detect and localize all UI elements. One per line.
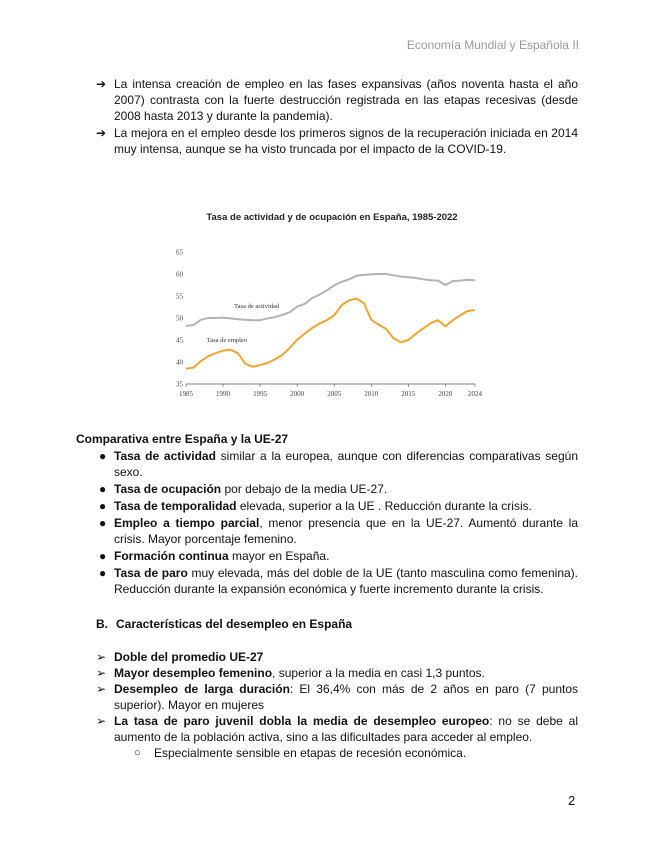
item-bold: Tasa de temporalidad bbox=[114, 499, 237, 513]
item-text: mayor en España. bbox=[228, 549, 330, 563]
item-text: , menor presencia que en la UE-27. Aumentó durante la crisis. Mayor porcentaje femenino. bbox=[114, 516, 578, 546]
item-text: elevada, superior a la UE . Reducción durante la crisis. bbox=[236, 499, 532, 513]
x-tick-label: 2024 bbox=[468, 390, 482, 398]
chart-axes bbox=[176, 249, 483, 399]
comparativa-title: Comparativa entre España y la UE-27 bbox=[76, 432, 289, 446]
y-tick-label: 50 bbox=[176, 314, 183, 323]
item-text: , superior a la media en casi 1,3 puntos. bbox=[272, 666, 485, 680]
item-bold: Tasa de actividad bbox=[114, 449, 216, 463]
section-b-list bbox=[96, 649, 578, 761]
bullet-dot-icon: ● bbox=[99, 449, 107, 463]
x-tick-label: 1990 bbox=[216, 390, 231, 398]
item-bold: Doble del promedio UE-27 bbox=[114, 650, 264, 664]
item-text: muy elevada, más del doble de la UE (tanto masculina como femenina). Reducción durante la expansión económica y fuerte incremento durante la crisis. bbox=[114, 566, 579, 596]
intro-point bbox=[96, 76, 578, 124]
y-tick-label: 55 bbox=[176, 292, 183, 301]
list-item bbox=[96, 498, 578, 514]
bullet-dot-icon: ● bbox=[99, 566, 107, 580]
bullet-dot-icon: ● bbox=[99, 482, 107, 496]
arrow-right-icon: ➔ bbox=[96, 126, 107, 140]
item-text: : El 36,4% con más de 2 años en paro (7 puntos superior). Mayor en mujeres bbox=[114, 682, 579, 712]
section-title: Características del desempleo en España bbox=[116, 617, 353, 631]
list-item bbox=[96, 481, 578, 497]
series-label-actividad: Tasa de actividad bbox=[234, 302, 280, 310]
chart-series bbox=[186, 274, 475, 369]
intro-point-text: La mejora en el empleo desde los primeros signos de la recuperación iniciada en 2014 muy intensa, aunque se ha visto truncada por el impacto de la COVID-19. bbox=[114, 126, 578, 156]
item-bold: La tasa de paro juvenil dobla la media de desempleo europeo bbox=[114, 714, 490, 728]
y-tick-label: 65 bbox=[176, 248, 183, 257]
item-bold: Tasa de paro bbox=[114, 566, 188, 580]
series-line-1 bbox=[186, 299, 475, 369]
item-bold: Formación continua bbox=[114, 549, 229, 563]
section-letter: B. bbox=[96, 617, 108, 631]
x-tick-label: 2010 bbox=[364, 390, 379, 398]
item-text: : no se debe al aumento de la población activa, sino a las dificultades para acceder al empleo. bbox=[114, 714, 578, 744]
intro-points bbox=[96, 76, 578, 158]
triangle-arrow-icon: ➢ bbox=[96, 714, 107, 728]
list-item bbox=[96, 565, 578, 597]
page-number: 2 bbox=[568, 793, 576, 808]
list-item bbox=[96, 548, 578, 564]
x-tick-label: 1985 bbox=[179, 390, 193, 398]
triangle-arrow-icon: ➢ bbox=[96, 650, 107, 664]
sub-list-item bbox=[96, 745, 578, 761]
list-item bbox=[96, 649, 578, 665]
item-bold: Mayor desempleo femenino bbox=[114, 666, 273, 680]
comparativa-list bbox=[96, 448, 578, 598]
x-tick-label: 2000 bbox=[290, 390, 305, 398]
chart-series-labels bbox=[207, 303, 280, 344]
list-item bbox=[96, 448, 578, 480]
list-item bbox=[96, 713, 578, 745]
item-text: similar a la europea, aunque con diferencias comparativas según sexo. bbox=[114, 449, 578, 479]
list-item bbox=[96, 665, 578, 681]
y-tick-label: 60 bbox=[176, 270, 183, 279]
bullet-dot-icon: ● bbox=[99, 549, 107, 563]
x-tick-label: 1995 bbox=[253, 390, 268, 398]
bullet-dot-icon: ● bbox=[99, 516, 107, 530]
intro-point bbox=[96, 125, 578, 157]
list-item bbox=[96, 515, 578, 547]
section-b-heading bbox=[96, 617, 352, 631]
item-text: por debajo de la media UE-27. bbox=[221, 482, 388, 496]
bullet-dot-icon: ● bbox=[99, 499, 107, 513]
arrow-right-icon: ➔ bbox=[96, 77, 107, 91]
activity-employment-chart bbox=[170, 208, 490, 403]
y-tick-label: 40 bbox=[176, 358, 183, 367]
y-tick-label: 35 bbox=[176, 380, 183, 389]
chart-title: Tasa de actividad y de ocupación en España, 1985-2022 bbox=[206, 212, 458, 223]
triangle-arrow-icon: ➢ bbox=[96, 682, 107, 696]
intro-point-text: La intensa creación de empleo en las fases expansivas (años noventa hasta el año 2007) contrasta con la fuerte destrucción registrada en las etapas recesivas (desde 2008 hasta 2013 y durante la pandemia). bbox=[114, 77, 578, 123]
item-bold: Tasa de ocupación bbox=[114, 482, 222, 496]
triangle-arrow-icon: ➢ bbox=[96, 666, 107, 680]
list-item bbox=[96, 681, 578, 713]
circle-bullet-icon: ○ bbox=[134, 747, 141, 759]
sub-item-text: Especialmente sensible en etapas de recesión económica. bbox=[154, 746, 467, 760]
item-bold: Empleo a tiempo parcial bbox=[114, 516, 260, 530]
x-tick-label: 2005 bbox=[327, 390, 342, 398]
y-tick-label: 45 bbox=[176, 336, 183, 345]
page-header: Economía Mundial y Española II bbox=[406, 38, 579, 52]
series-label-empleo: Tasa de empleo bbox=[206, 336, 248, 344]
x-tick-label: 2015 bbox=[401, 390, 416, 398]
item-bold: Desempleo de larga duración bbox=[114, 682, 290, 696]
x-tick-label: 2020 bbox=[438, 390, 453, 398]
